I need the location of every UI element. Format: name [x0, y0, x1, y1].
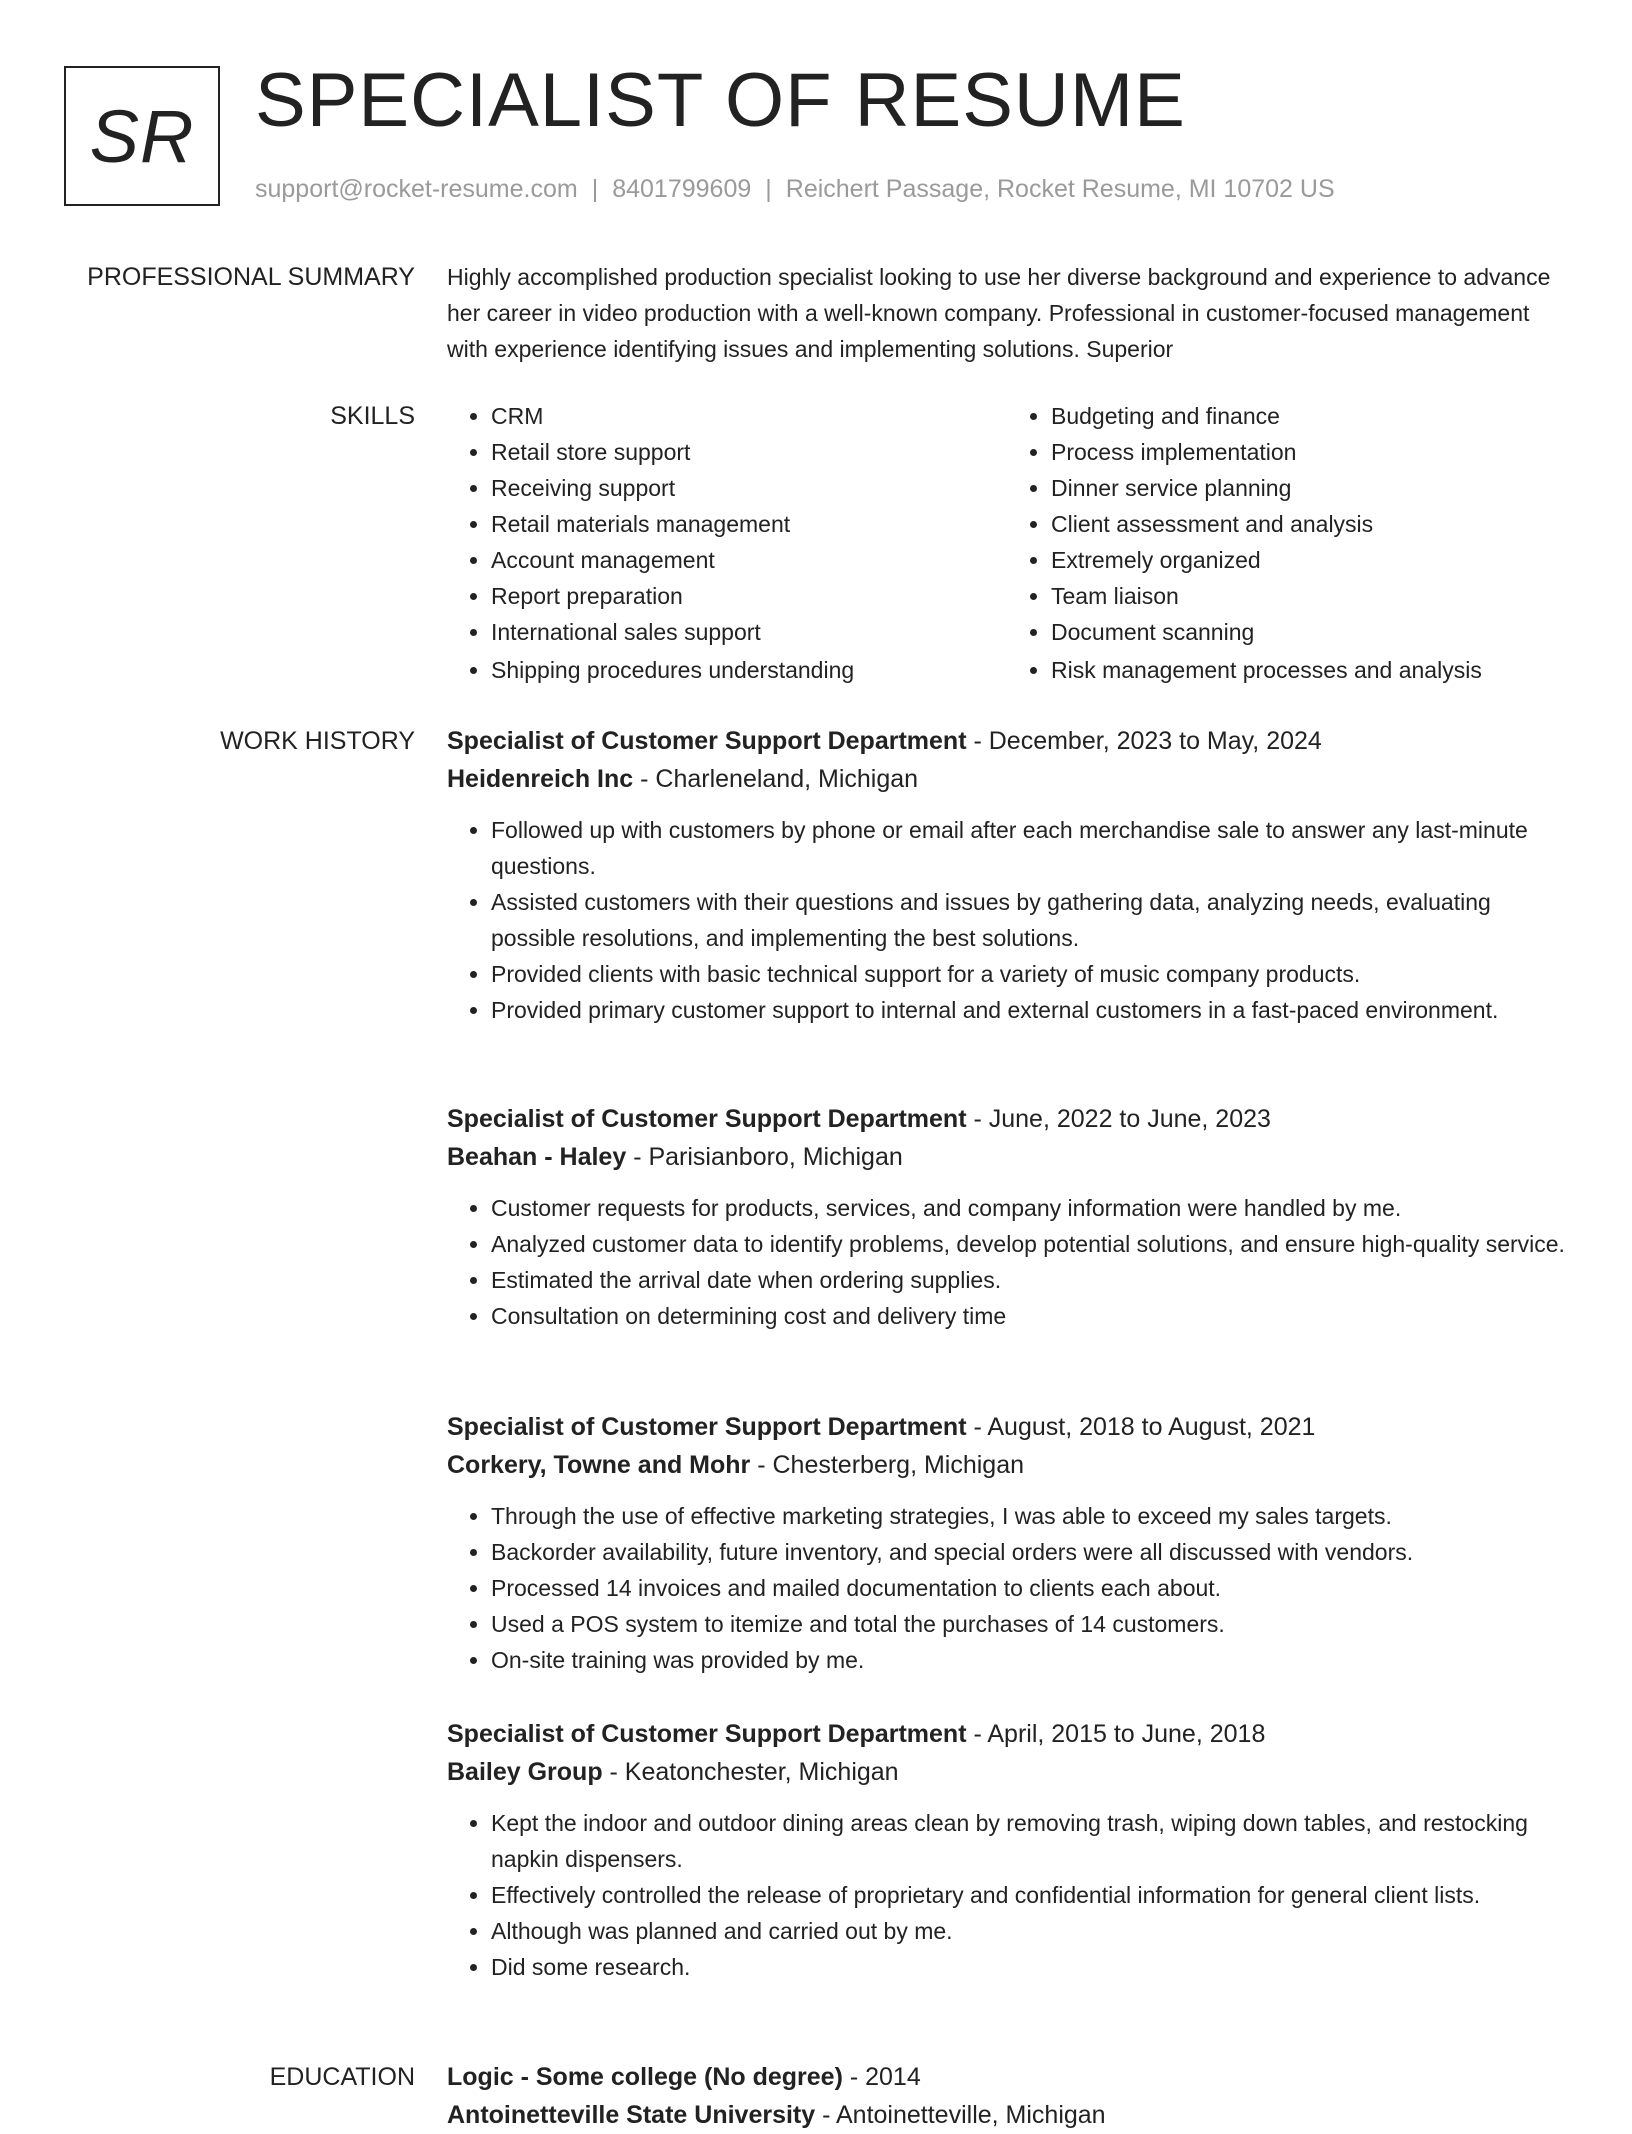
job-entry — [447, 1100, 1567, 1334]
skill-item: • International sales support — [491, 614, 1007, 650]
contact-phone: 8401799609 — [612, 175, 752, 203]
job-entry — [447, 1408, 1567, 1678]
job-title: Specialist of Customer Support Department — [447, 1720, 967, 1748]
job-company: Heidenreich Inc — [447, 765, 634, 793]
job-bullet: • Although was planned and carried out by me. — [491, 1913, 1567, 1949]
job-bullets — [447, 1498, 1567, 1678]
job-bullet: • On-site training was provided by me. — [491, 1642, 1567, 1678]
job-bullets — [447, 812, 1567, 1028]
education-school: Logic - Some college (No degree) — [447, 2063, 843, 2091]
monogram-initials: SR — [89, 94, 195, 178]
job-company: Beahan - Haley — [447, 1143, 627, 1171]
job-dates: - August, 2018 to August, 2021 — [966, 1413, 1316, 1441]
job-title-line — [447, 722, 1567, 760]
job-title-line — [447, 1100, 1567, 1138]
job-bullets — [447, 1805, 1567, 1985]
skill-item: • Report preparation — [491, 578, 1007, 614]
job-entry — [447, 722, 1567, 1028]
job-bullets — [447, 1190, 1567, 1334]
section-label-summary: PROFESSIONAL SUMMARY — [87, 263, 415, 291]
job-company: Bailey Group — [447, 1758, 603, 1786]
job-location: - Charleneland, Michigan — [633, 765, 919, 793]
contact-separator: | — [765, 175, 772, 203]
job-dates: - December, 2023 to May, 2024 — [966, 727, 1322, 755]
job-title: Specialist of Customer Support Department — [447, 727, 967, 755]
section-label-skills: SKILLS — [330, 402, 415, 430]
job-bullet: • Used a POS system to itemize and total the purchases of 14 customers. — [491, 1606, 1567, 1642]
education-degree-line — [447, 2058, 1567, 2096]
job-bullet: • Kept the indoor and outdoor dining areas clean by removing trash, wiping down tables, and restocking napkin dispensers. — [491, 1805, 1567, 1877]
job-company-line — [447, 760, 1567, 798]
skill-item: • Process implementation — [1051, 434, 1567, 470]
job-bullet: • Effectively controlled the release of proprietary and confidential information for general client lists. — [491, 1877, 1567, 1913]
skill-item: • Account management — [491, 542, 1007, 578]
job-bullet: • Consultation on determining cost and delivery time — [491, 1298, 1567, 1334]
job-company-line — [447, 1753, 1567, 1791]
skills-column-1 — [447, 398, 1007, 688]
section-label-education: EDUCATION — [269, 2063, 415, 2091]
education-year: - 2014 — [842, 2063, 921, 2091]
skills-list — [447, 398, 1567, 688]
job-company-line — [447, 1446, 1567, 1484]
job-location: - Chesterberg, Michigan — [750, 1451, 1025, 1479]
job-bullet: • Processed 14 invoices and mailed documentation to clients each about. — [491, 1570, 1567, 1606]
job-bullet: • Assisted customers with their questions and issues by gathering data, analyzing needs, evaluating possible resolutions, and implementing the best solutions. — [491, 884, 1567, 956]
skill-item: • Retail materials management — [491, 506, 1007, 542]
job-location: - Parisianboro, Michigan — [626, 1143, 903, 1171]
job-title-line — [447, 1408, 1567, 1446]
skill-item: • Team liaison — [1051, 578, 1567, 614]
job-dates: - June, 2022 to June, 2023 — [966, 1105, 1271, 1133]
education-entry — [447, 2058, 1567, 2134]
job-bullet: • Did some research. — [491, 1949, 1567, 1985]
job-bullet: • Backorder availability, future inventory, and special orders were all discussed with vendors. — [491, 1534, 1567, 1570]
job-location: - Keatonchester, Michigan — [602, 1758, 899, 1786]
contact-line — [255, 175, 1335, 204]
skill-item: • CRM — [491, 398, 1007, 434]
summary-text: Highly accomplished production specialist looking to use her diverse background and experience to advance her career in video production with a well-known company. Professional in customer-focused management with experience identifying issues and implementing solutions. Superior — [447, 264, 1551, 362]
resume-name: SPECIALIST OF RESUME — [255, 58, 1186, 143]
contact-email: support@rocket-resume.com — [255, 175, 578, 203]
job-bullet: • Through the use of effective marketing strategies, I was able to exceed my sales targets. — [491, 1498, 1567, 1534]
job-company: Corkery, Towne and Mohr — [447, 1451, 751, 1479]
job-bullet: • Estimated the arrival date when ordering supplies. — [491, 1262, 1567, 1298]
job-bullet: • Provided primary customer support to internal and external customers in a fast-paced environment. — [491, 992, 1567, 1028]
skill-item: • Shipping procedures understanding — [491, 652, 1007, 688]
skills-column-2 — [1007, 398, 1567, 688]
job-bullet: • Analyzed customer data to identify problems, develop potential solutions, and ensure high-quality service. — [491, 1226, 1567, 1262]
section-label-work-history: WORK HISTORY — [220, 727, 415, 755]
job-bullet: • Provided clients with basic technical support for a variety of music company products. — [491, 956, 1567, 992]
job-title: Specialist of Customer Support Department — [447, 1105, 967, 1133]
job-dates: - April, 2015 to June, 2018 — [966, 1720, 1266, 1748]
contact-separator: | — [591, 175, 599, 203]
education-institution-line — [447, 2096, 1567, 2134]
contact-address: Reichert Passage, Rocket Resume, MI 10702 US — [785, 175, 1335, 203]
skill-item: • Budgeting and finance — [1051, 398, 1567, 434]
job-bullet: • Customer requests for products, services, and company information were handled by me. — [491, 1190, 1567, 1226]
skill-item: • Dinner service planning — [1051, 470, 1567, 506]
skill-item: • Client assessment and analysis — [1051, 506, 1567, 542]
job-company-line — [447, 1138, 1567, 1176]
skill-item: • Document scanning — [1051, 614, 1567, 650]
skill-item: • Risk management processes and analysis — [1051, 652, 1567, 688]
job-title: Specialist of Customer Support Department — [447, 1413, 967, 1441]
monogram-box — [64, 66, 220, 206]
education-location: - Antoinetteville, Michigan — [815, 2101, 1106, 2129]
job-bullet: • Followed up with customers by phone or email after each merchandise sale to answer any last-minute questions. — [491, 812, 1567, 884]
skill-item: • Receiving support — [491, 470, 1007, 506]
skill-item: • Retail store support — [491, 434, 1007, 470]
skill-item: • Extremely organized — [1051, 542, 1567, 578]
job-entry — [447, 1715, 1567, 1985]
education-institution: Antoinetteville State University — [447, 2101, 816, 2129]
job-title-line — [447, 1715, 1567, 1753]
